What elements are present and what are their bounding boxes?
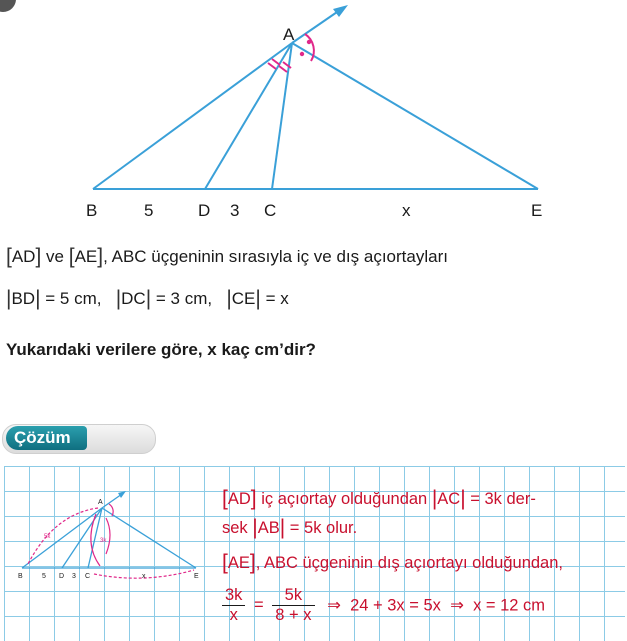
question-text: Yukarıdaki verilere göre, x kaç cm’dir? bbox=[6, 340, 316, 359]
svg-text:3k: 3k bbox=[100, 538, 107, 544]
svg-text:x: x bbox=[142, 573, 146, 580]
svg-text:3: 3 bbox=[72, 573, 76, 580]
word-ve: ve bbox=[41, 247, 69, 266]
given-text-1: , ABC üçgeninin sırasıyla iç ve dış açıortayları bbox=[103, 247, 448, 266]
solution-line-1: [AD] iç açıortay olduğundan |AC| = 3k der- bbox=[222, 487, 536, 510]
point-label-a: A bbox=[283, 25, 295, 44]
label-bd: BD bbox=[11, 289, 36, 308]
point-label-d: D bbox=[198, 201, 211, 220]
label-ae: AE bbox=[74, 247, 98, 266]
sol-text-1b: = 3k der- bbox=[465, 490, 536, 508]
segment-label-ce: x bbox=[402, 201, 411, 220]
segment-ae bbox=[292, 43, 538, 189]
arrowhead-icon bbox=[333, 5, 348, 17]
sol-text-1a: iç açıortay olduğundan bbox=[256, 490, 432, 508]
tick-mark bbox=[268, 63, 276, 69]
svg-text:5k: 5k bbox=[44, 534, 51, 540]
sol-label-ad: AD bbox=[227, 490, 251, 508]
label-dc: DC bbox=[121, 289, 146, 308]
svg-text:B: B bbox=[18, 573, 23, 580]
external-bisector-ray bbox=[292, 10, 340, 43]
tick-mark bbox=[272, 59, 280, 65]
sol-text-2b: = 5k olur. bbox=[285, 519, 358, 537]
exterior-angle-arc bbox=[305, 34, 314, 61]
segment-label-dc: 3 bbox=[230, 201, 240, 220]
given-line-1: [AD] ve [AE], ABC üçgeninin sırasıyla iç ve dış açıortayları bbox=[6, 245, 448, 268]
svg-text:E: E bbox=[194, 573, 199, 580]
label-ce: CE bbox=[231, 289, 256, 308]
angle-dot bbox=[300, 52, 304, 56]
value-bd: = 5 cm, bbox=[40, 289, 111, 308]
segment-ab bbox=[93, 43, 292, 189]
solution-header bbox=[2, 422, 158, 454]
sol-text-3: , ABC üçgeninin dış açıortayı olduğundan, bbox=[255, 554, 563, 572]
point-label-c: C bbox=[264, 201, 277, 220]
svg-text:C: C bbox=[85, 573, 91, 580]
equals-sign: = bbox=[254, 596, 264, 614]
triangle-figure bbox=[0, 0, 627, 230]
solution-line-4 bbox=[222, 586, 545, 625]
label-ad: AD bbox=[11, 247, 36, 266]
value-dc: = 3 cm, bbox=[151, 289, 222, 308]
tick-mark bbox=[279, 66, 287, 72]
fraction-5k-over-8-plus-x: $\frac{5k}{8 + x}$ bbox=[272, 586, 314, 625]
solution-line-3: [AE], ABC üçgeninin dış açıortayı olduğundan, bbox=[222, 551, 563, 574]
svg-text:5: 5 bbox=[42, 573, 46, 580]
sol-label-ae: AE bbox=[227, 554, 250, 572]
svg-text:D: D bbox=[59, 573, 65, 580]
point-label-b: B bbox=[86, 201, 98, 220]
solution-line-2: sek |AB| = 5k olur. bbox=[222, 516, 358, 539]
sol-label-ab: AB bbox=[257, 519, 280, 537]
sol-text-2a: sek bbox=[222, 519, 253, 537]
svg-text:A: A bbox=[98, 499, 103, 506]
given-line-2: |BD| = 5 cm, |DC| = 3 cm, |CE| = x bbox=[6, 287, 289, 310]
solution-mini-figure bbox=[14, 484, 214, 594]
segment-label-bd: 5 bbox=[144, 201, 154, 220]
solution-heading: Çözüm bbox=[6, 426, 87, 450]
segment-ac bbox=[272, 43, 292, 189]
fraction-3k-over-x: $\frac{3k}{x}$ bbox=[222, 586, 245, 625]
point-label-e: E bbox=[531, 201, 543, 220]
value-ce: = x bbox=[260, 289, 289, 308]
solution-result: ⇒ 24 + 3x = 5x ⇒ x = 12 cm bbox=[327, 596, 546, 615]
sol-label-ac: AC bbox=[437, 490, 461, 508]
angle-dot bbox=[307, 40, 311, 44]
